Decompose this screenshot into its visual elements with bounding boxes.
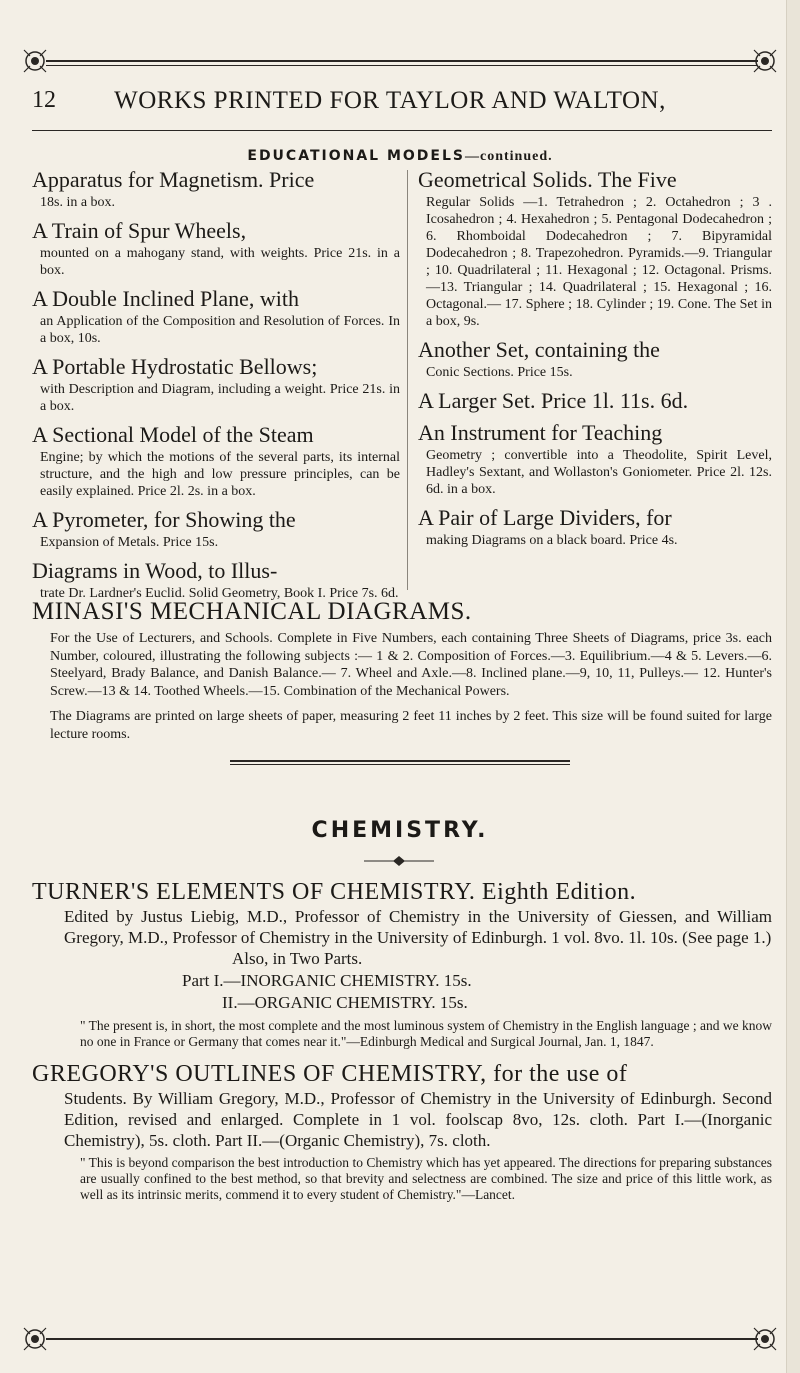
list-item: [418, 506, 772, 549]
gregory-title: GREGORY'S OUTLINES OF CHEMISTRY, for the use of: [32, 1061, 628, 1087]
list-item: [32, 168, 400, 211]
minasi-title: MINASI'S MECHANICAL DIAGRAMS.: [32, 598, 472, 625]
minasi-para-1: For the Use of Lecturers, and Schools. Complete in Five Numbers, each containing Three Sheets of Diagrams, price 3s. each Number, coloured, illustrating the following subjects :— 1 & 2. Composition of Forces.—3. Equilibrium.—4 & 5. Levers.—6. Steelyard, Brady Balance, and Danish Balance.— 7. Wheel and Axle.—8. Inclined plane.—9, 10, 11, Pulleys.— 12. Hunter's Screw.—13 & 14. Toothed Wheels.—15. Combination of the Mechanical Powers.: [50, 631, 772, 699]
item-desc: 18s. in a box.: [40, 195, 116, 210]
item-title: A Train of Spur Wheels,: [32, 218, 247, 243]
turner-part-1: Part I.—INORGANIC CHEMISTRY. 15s.: [182, 971, 472, 990]
gregory-quote: " This is beyond comparison the best introduction to Chemistry which has yet appeared. The directions for preparing substances are usually confined to the best method, so that brevity and selectness are combined. The size and price of this little work, as well as its intrinsic merits, commend it to every student of Chemistry."—Lancet.: [80, 1155, 772, 1202]
item-desc: mounted on a mahogany stand, with weights. Price 21s. in a box.: [40, 246, 400, 278]
turner-part-2: II.—ORGANIC CHEMISTRY. 15s.: [222, 993, 468, 1012]
page-number: 12: [32, 87, 56, 113]
item-desc: Regular Solids —1. Tetrahedron ; 2. Octahedron ; 3 . Icosahedron ; 4. Hexahedron ; 5. Pentagonal Dodecahedron ; 6. Rhomboidal Dodecahedron ; 7. Bipyramidal Dodecahedron ; 8. Trapezohedron. Pyramids.—9. Triangular ; 10. Quadrilateral ; 11. Hexagonal ; 12. Octagonal. Prisms.—13. Triangular ; 14. Quadrilateral ; 15. Hexagonal ; 16. Octagonal.— 17. Sphere ; 18. Cylinder ; 19. Cone. The Set in a box, 9s.: [426, 195, 772, 329]
ornament-icon: [752, 1326, 778, 1352]
diamond-ornament-icon: [364, 856, 434, 866]
list-item: [32, 508, 400, 551]
list-item: [418, 168, 772, 330]
list-item: [32, 287, 400, 347]
item-title: A Double Inclined Plane, with: [32, 286, 300, 311]
list-item: [418, 338, 772, 381]
section-label: EDUCATIONAL MODELS: [247, 148, 465, 164]
list-item: [418, 421, 772, 498]
item-title: Diagrams in Wood, to Illus-: [32, 558, 278, 583]
list-item: [32, 355, 400, 415]
item-desc: Engine; by which the motions of the several parts, its internal structure, and the high and low pressure principles, can be easily explained. Price 2l. 2s. in a box.: [40, 450, 400, 499]
item-title: A Sectional Model of the Steam: [32, 422, 314, 447]
item-title: A Pair of Large Dividers, for: [418, 505, 672, 530]
section-suffix: —continued.: [464, 149, 553, 164]
item-desc: trate Dr. Lardner's Euclid. Solid Geometry, Book I. Price 7s. 6d.: [40, 586, 399, 601]
item-desc: Conic Sections. Price 15s.: [426, 365, 573, 380]
item-title: Geometrical Solids. The Five: [418, 167, 677, 192]
item-title: A Pyrometer, for Showing the: [32, 507, 296, 532]
chemistry-section: [32, 878, 772, 1203]
section-rule-thin: [230, 764, 570, 765]
list-item: [32, 423, 400, 500]
section-heading: [0, 148, 800, 165]
minasi-para-2: The Diagrams are printed on large sheets of paper, measuring 2 feet 11 inches by 2 feet. This size will be found suited for large lecture rooms.: [50, 709, 772, 742]
ornament-icon: [22, 1326, 48, 1352]
section-rule: [230, 760, 570, 762]
item-desc: an Application of the Composition and Resolution of Forces. In a box, 10s.: [40, 314, 400, 346]
ornament-icon: [22, 48, 48, 74]
turner-quote: " The present is, in short, the most complete and the most luminous system of Chemistry in the English language ; and we know no one in France or Germany that comes near it."—Edinburgh Medical and Surgical Journal, Jan. 1, 1847.: [80, 1018, 772, 1049]
page-edge: [786, 0, 800, 1373]
top-rule-thin: [46, 65, 758, 66]
item-title: Apparatus for Magnetism. Price: [32, 167, 315, 192]
running-title: WORKS PRINTED FOR TAYLOR AND WALTON,: [114, 87, 666, 114]
turner-also: Also, in Two Parts.: [232, 949, 363, 968]
item-title: Another Set, containing the: [418, 337, 660, 362]
gregory-body: Students. By William Gregory, M.D., Professor of Chemistry in the University of Edinburgh. Second Edition, revised and enlarged. Complete in 1 vol. foolscap 8vo, 12s. cloth. Part I.—(Inorganic Chemistry), 5s. cloth. Part II.—(Organic Chemistry), 7s. cloth.: [64, 1089, 772, 1150]
item-desc: Geometry ; convertible into a Theodolite, Spirit Level, Hadley's Sextant, and Wollaston's Goniometer. Price 2l. 12s. 6d. in a box.: [426, 448, 772, 497]
item-title: A Larger Set. Price 1l. 11s. 6d.: [418, 388, 689, 413]
turner-body: Edited by Justus Liebig, M.D., Professor of Chemistry in the University of Giessen, and William Gregory, M.D., Professor of Chemistry in the University of Edinburgh. 1 vol. 8vo. 1l. 10s. (See page 1.): [64, 907, 772, 947]
list-item: [418, 389, 772, 413]
right-column: [418, 168, 772, 557]
bottom-rule: [46, 1338, 758, 1340]
item-title: An Instrument for Teaching: [418, 420, 663, 445]
header-rule: [32, 130, 772, 131]
list-item: [32, 219, 400, 279]
chemistry-heading: CHEMISTRY.: [311, 818, 489, 843]
ornament-icon: [752, 48, 778, 74]
top-rule: [46, 60, 758, 62]
item-desc: making Diagrams on a black board. Price 4s.: [426, 533, 678, 548]
item-desc: Expansion of Metals. Price 15s.: [40, 535, 219, 550]
left-column: [32, 168, 400, 610]
minasi-section: [32, 598, 772, 743]
list-item: [32, 559, 400, 602]
turner-title: TURNER'S ELEMENTS OF CHEMISTRY. Eighth Edition.: [32, 879, 637, 905]
column-divider: [407, 170, 408, 590]
item-desc: with Description and Diagram, including a weight. Price 21s. in a box.: [40, 382, 400, 414]
running-header: [0, 87, 780, 121]
item-title: A Portable Hydrostatic Bellows;: [32, 354, 318, 379]
